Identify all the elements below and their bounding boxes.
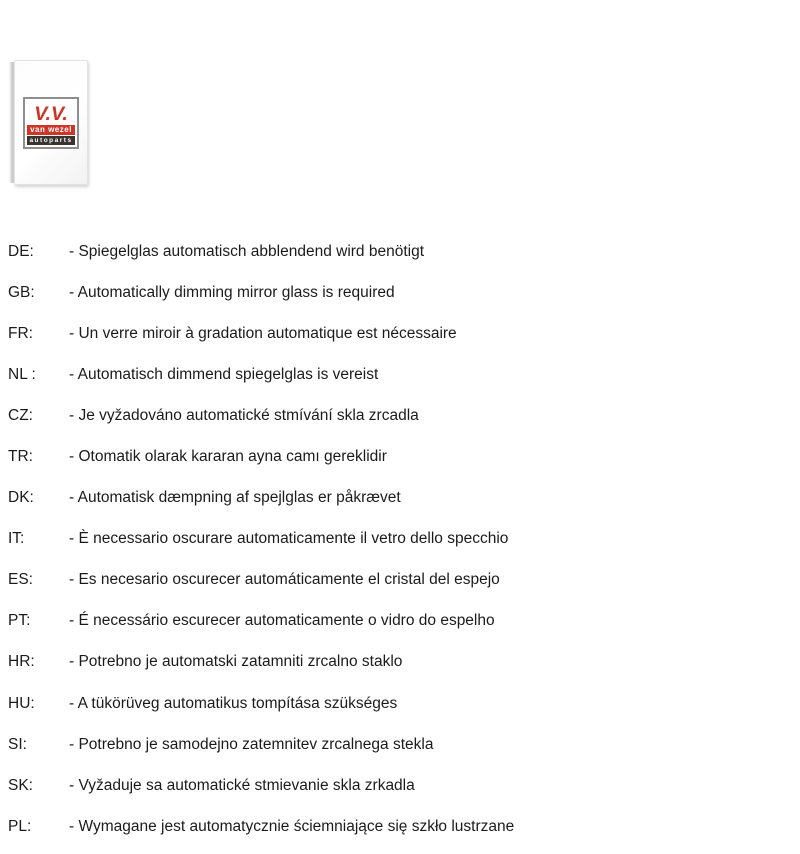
language-row: [8, 478, 790, 519]
language-text: - Potrebno je automatski zatamniti zrcalno staklo: [69, 653, 403, 671]
language-row: [8, 519, 790, 560]
language-row: [8, 642, 790, 683]
language-text: - Otomatik olarak kararan ayna camı gereklidir: [69, 448, 387, 466]
language-code: HR:: [8, 653, 35, 671]
language-code: IT:: [8, 530, 25, 548]
van-wezel-product-box: [9, 60, 88, 185]
language-text: - Spiegelglas automatisch abblendend wird benötigt: [69, 242, 425, 260]
language-list: [8, 231, 790, 847]
language-text: - A tükörüveg automatikus tompítása szükséges: [69, 694, 398, 712]
language-code: DE:: [8, 242, 34, 260]
language-text: - É necessário escurecer automaticamente o vidro do espelho: [69, 612, 495, 630]
language-row: [8, 354, 790, 395]
box-front-face: [14, 60, 88, 185]
language-row: [8, 395, 790, 436]
language-text: - Un verre miroir à gradation automatique est nécessaire: [69, 324, 457, 342]
language-code: FR:: [8, 324, 33, 342]
van-wezel-logo: [23, 97, 79, 149]
language-row: [8, 601, 790, 642]
language-code: GB:: [8, 283, 35, 301]
language-code: HU:: [8, 694, 35, 712]
logo-subbrand-text: autoparts: [27, 136, 75, 145]
language-row: [8, 272, 790, 313]
language-code: TR:: [8, 448, 33, 466]
language-row: [8, 436, 790, 477]
language-text: - Potrebno je samodejno zatemnitev zrcalnega stekla: [69, 735, 434, 753]
van-wezel-vw-icon: [27, 101, 75, 125]
language-code: NL :: [8, 365, 36, 383]
language-text: - Automatisch dimmend spiegelglas is vereist: [69, 365, 379, 383]
language-text: - Wymagane jest automatycznie ściemniające się szkło lustrzane: [69, 817, 515, 835]
language-code: DK:: [8, 489, 34, 507]
language-code: SK:: [8, 776, 33, 794]
language-row: [8, 724, 790, 765]
language-row: [8, 560, 790, 601]
language-code: CZ:: [8, 406, 33, 424]
language-text: - Vyžaduje sa automatické stmievanie skla zrkadla: [69, 776, 415, 794]
language-text: - Es necesario oscurecer automáticamente el cristal del espejo: [69, 571, 500, 589]
logo-brand-text: van wezel: [27, 125, 75, 135]
language-row: [8, 683, 790, 724]
language-code: SI:: [8, 735, 27, 753]
language-text: - Je vyžadováno automatické stmívání skla zrcadla: [69, 406, 419, 424]
language-row: [8, 231, 790, 272]
language-text: - Automatisk dæmpning af spejlglas er påkrævet: [69, 489, 401, 507]
language-row: [8, 765, 790, 806]
language-code: ES:: [8, 571, 33, 589]
language-code: PT:: [8, 612, 31, 630]
svg-text:V.V.: V.V.: [34, 102, 68, 125]
language-row: [8, 806, 790, 847]
language-code: PL:: [8, 817, 32, 835]
language-text: - Automatically dimming mirror glass is required: [69, 283, 395, 301]
language-row: [8, 313, 790, 354]
language-text: - È necessario oscurare automaticamente il vetro dello specchio: [69, 530, 509, 548]
